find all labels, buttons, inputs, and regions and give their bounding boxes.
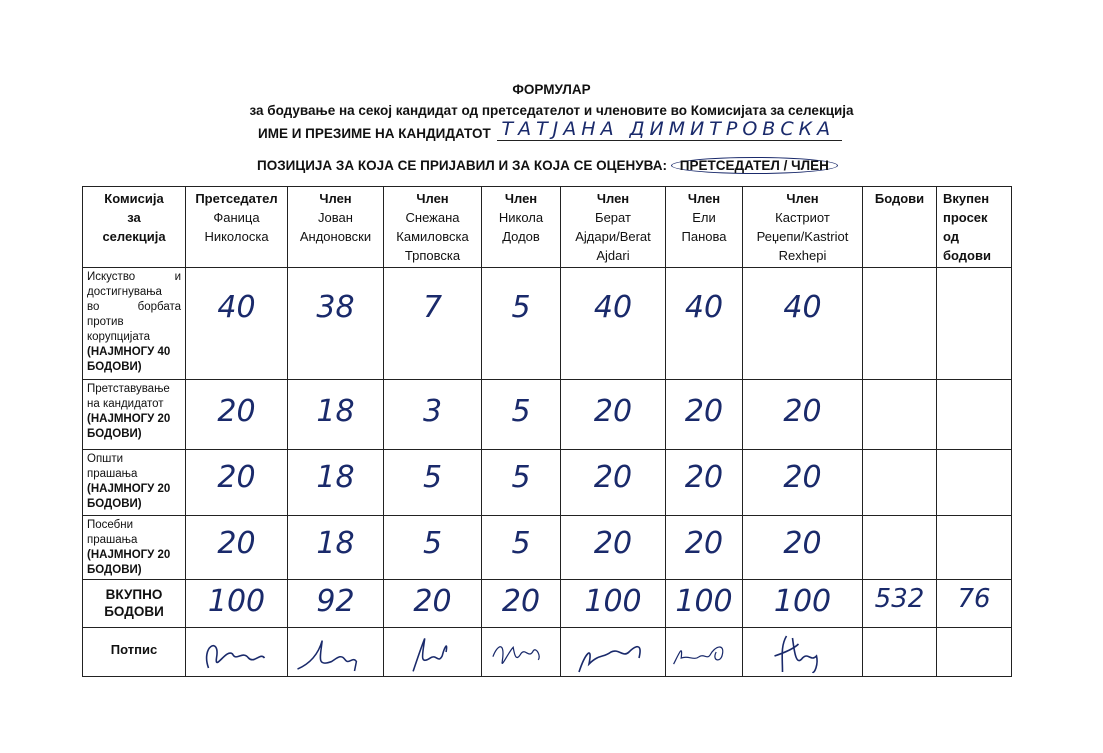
score-cell: 20 xyxy=(666,380,743,450)
signature-member-2 xyxy=(288,628,384,677)
header-average: Вкупен просек од бодови xyxy=(937,187,1012,268)
header-member-1: Претседател Фаница Николоска xyxy=(186,187,288,268)
score-cell: 7 xyxy=(384,268,482,380)
header-member-7: Член Кастриот Реџепи/Kastriot Rexhepi xyxy=(743,187,863,268)
score-cell: 20 xyxy=(666,516,743,580)
total-score-cell: 100 xyxy=(186,580,288,628)
form-title: ФОРМУЛАР xyxy=(512,82,591,97)
average-cell-empty xyxy=(937,380,1012,450)
header-member-5: Член Берат Ајдари/Berat Ajdari xyxy=(561,187,666,268)
form-subtitle: за бодување на секој кандидат од претседателот и членовите во Комисијата за селекција xyxy=(249,103,854,118)
score-cell: 5 xyxy=(384,450,482,516)
score-cell: 20 xyxy=(561,380,666,450)
header-bodovi: Бодови xyxy=(863,187,937,268)
candidate-name-value: ТАТЈАНА ДИМИТРОВСКА xyxy=(501,118,836,140)
bodovi-total-cell: 532 xyxy=(863,580,937,628)
score-cell: 40 xyxy=(743,268,863,380)
average-cell-empty xyxy=(937,268,1012,380)
score-cell: 5 xyxy=(384,516,482,580)
table-header-row xyxy=(83,187,1012,268)
average-total-cell: 76 xyxy=(937,580,1012,628)
table-row-total xyxy=(83,580,1012,628)
score-cell: 20 xyxy=(186,380,288,450)
signature-member-7 xyxy=(743,628,863,677)
bodovi-cell-empty xyxy=(863,450,937,516)
total-score-cell: 20 xyxy=(384,580,482,628)
position-option-member: ЧЛЕН xyxy=(791,158,829,173)
score-cell: 40 xyxy=(186,268,288,380)
score-cell: 20 xyxy=(186,516,288,580)
score-cell: 18 xyxy=(288,380,384,450)
score-cell: 5 xyxy=(482,268,561,380)
candidate-name-label: ИМЕ И ПРЕЗИМЕ НА КАНДИДАТОТ xyxy=(258,126,491,141)
average-cell-empty xyxy=(937,516,1012,580)
bodovi-cell-empty xyxy=(863,516,937,580)
signature-member-5 xyxy=(561,628,666,677)
bodovi-cell-empty xyxy=(863,268,937,380)
criterion-label: Искуство и достигнувања во борбата против корупцијата (НАЈМНОГУ 40 БОДОВИ) xyxy=(83,268,186,380)
score-cell: 20 xyxy=(743,450,863,516)
criterion-label: Претставување на кандидатот (НАЈМНОГУ 20 БОДОВИ) xyxy=(83,380,186,450)
score-cell: 40 xyxy=(666,268,743,380)
score-cell: 5 xyxy=(482,450,561,516)
bodovi-cell-empty xyxy=(863,380,937,450)
position-line xyxy=(257,157,838,174)
candidate-name-field xyxy=(497,118,842,141)
signature-member-6 xyxy=(666,628,743,677)
score-cell: 40 xyxy=(561,268,666,380)
table-row-signature xyxy=(83,628,1012,677)
signature-label: Потпис xyxy=(83,628,186,677)
candidate-name-line xyxy=(258,118,842,141)
table-row-criterion-4 xyxy=(83,516,1012,580)
signature-member-4 xyxy=(482,628,561,677)
header-commission: Комисија за селекција xyxy=(83,187,186,268)
total-score-cell: 20 xyxy=(482,580,561,628)
score-cell: 20 xyxy=(561,516,666,580)
table-row-criterion-1 xyxy=(83,268,1012,380)
signature-member-3 xyxy=(384,628,482,677)
signature-empty-cell xyxy=(937,628,1012,677)
total-score-cell: 100 xyxy=(666,580,743,628)
header-member-2: Член Јован Андоновски xyxy=(288,187,384,268)
table-row-criterion-3 xyxy=(83,450,1012,516)
position-selection xyxy=(671,157,838,174)
score-cell: 18 xyxy=(288,516,384,580)
header-member-4: Член Никола Додов xyxy=(482,187,561,268)
score-cell: 20 xyxy=(561,450,666,516)
score-cell: 20 xyxy=(743,516,863,580)
score-cell: 5 xyxy=(482,516,561,580)
score-cell: 20 xyxy=(743,380,863,450)
score-cell: 38 xyxy=(288,268,384,380)
total-score-cell: 100 xyxy=(561,580,666,628)
signature-empty-cell xyxy=(863,628,937,677)
position-separator: / xyxy=(779,158,792,173)
score-cell: 5 xyxy=(482,380,561,450)
score-cell: 3 xyxy=(384,380,482,450)
header-member-6: Член Ели Панова xyxy=(666,187,743,268)
header-member-3: Член Снежана Камиловска Трповска xyxy=(384,187,482,268)
criterion-label: Посебни прашања (НАЈМНОГУ 20 БОДОВИ) xyxy=(83,516,186,580)
total-label: ВКУПНО БОДОВИ xyxy=(83,580,186,628)
total-score-cell: 92 xyxy=(288,580,384,628)
scoring-table xyxy=(82,186,1012,677)
score-cell: 20 xyxy=(186,450,288,516)
position-label: ПОЗИЦИЈА ЗА КОЈА СЕ ПРИЈАВИЛ И ЗА КОЈА СЕ ОЦЕНУВА: xyxy=(257,158,667,173)
average-cell-empty xyxy=(937,450,1012,516)
table-row-criterion-2 xyxy=(83,380,1012,450)
score-cell: 20 xyxy=(666,450,743,516)
criterion-label: Општи прашања (НАЈМНОГУ 20 БОДОВИ) xyxy=(83,450,186,516)
position-option-president: ПРЕТСЕДАТЕЛ xyxy=(679,158,780,173)
score-cell: 18 xyxy=(288,450,384,516)
total-score-cell: 100 xyxy=(743,580,863,628)
signature-member-1 xyxy=(186,628,288,677)
